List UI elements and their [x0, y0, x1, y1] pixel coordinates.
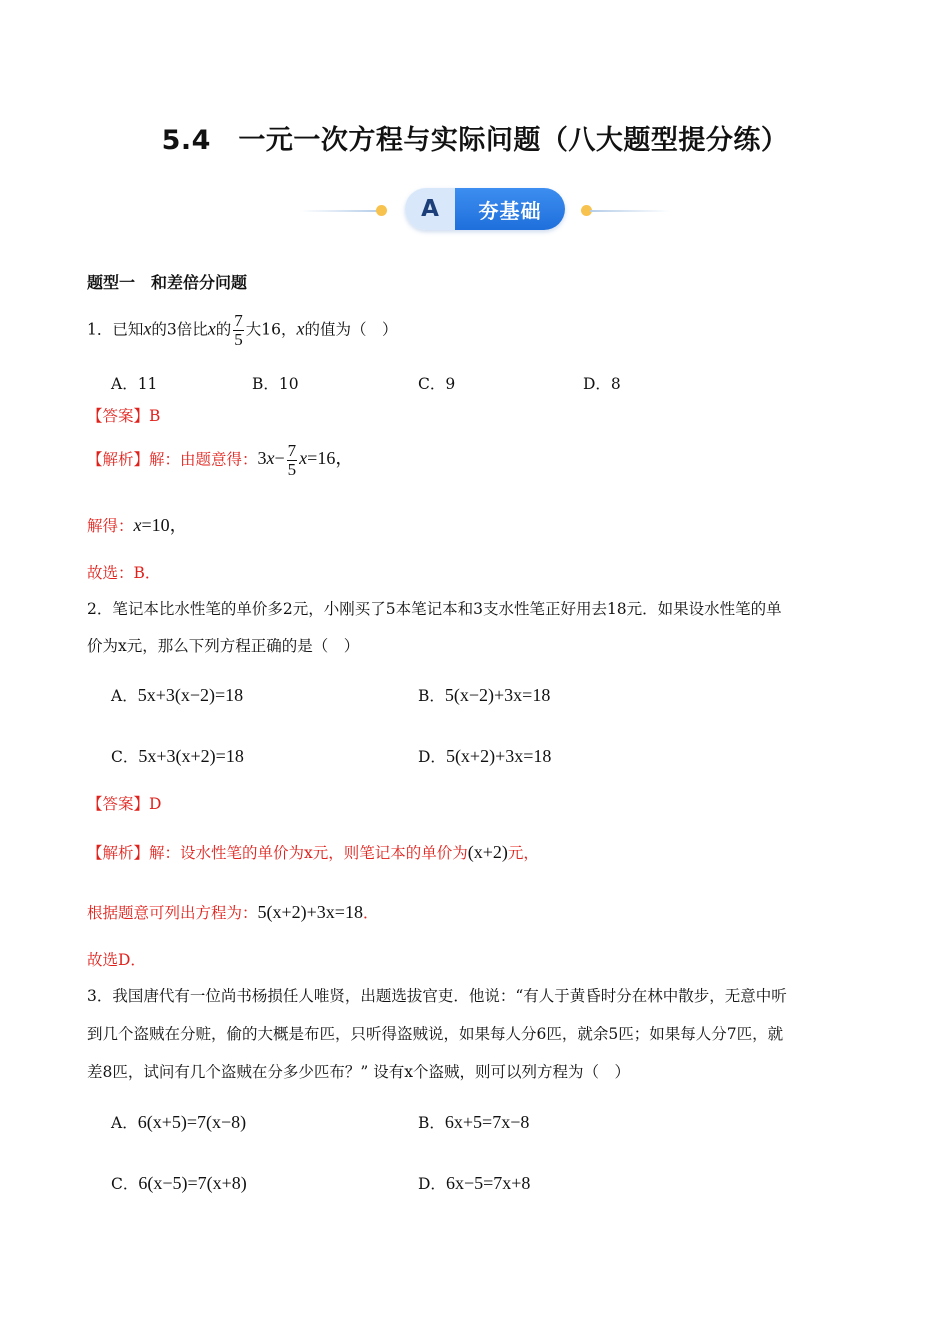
q1-text-d: 大16， — [245, 320, 297, 339]
q1-solve-eq: =10， — [141, 515, 188, 535]
q3-stem-line-1: 3．我国唐代有一位尚书杨损任人唯贤，出题选拔官吏．他说：“有人于黄昏时分在林中散步，无意中听 — [87, 987, 787, 1005]
q1-eq-var: x — [266, 448, 275, 469]
q1-option-d: D．8 — [583, 375, 621, 393]
q3-option-c: C．6(x−5)=7(x+8) — [111, 1173, 247, 1193]
section-heading: 题型一 和差倍分问题 — [87, 273, 248, 292]
q3-option-b: B．6x+5=7x−8 — [418, 1112, 530, 1132]
q1-eq-frac-den: 5 — [287, 459, 297, 479]
badge-letter: A — [405, 188, 455, 230]
q2-analysis-end: 元， — [507, 844, 539, 862]
question-1-stem — [87, 312, 398, 349]
q2-stem-line-2: 价为x元，那么下列方程正确的是（ ） — [87, 637, 360, 655]
q2-option-b: B．5(x−2)+3x=18 — [418, 685, 551, 705]
q2-analysis-text: 【解析】解：设水性笔的单价为x元，则笔记本的单价为 — [87, 844, 468, 862]
q1-var: x — [207, 318, 216, 339]
badge-text: 夯基础 — [455, 188, 565, 230]
level-badge — [405, 188, 565, 230]
q2-equation-label: 根据题意可列出方程为： — [87, 904, 258, 922]
q1-eq-frac-num: 7 — [287, 441, 297, 460]
q1-eq-rhs: =16， — [307, 448, 354, 469]
q1-solve-label: 解得： — [87, 517, 134, 535]
q2-analysis-expr: (x+2) — [467, 842, 508, 862]
q2-option-c: C．5x+3(x+2)=18 — [111, 746, 244, 766]
q1-option-a: A．11 — [111, 375, 158, 393]
q1-text-a: 1．已知 — [87, 320, 144, 339]
q1-eq-minus: − — [274, 448, 285, 469]
q1-option-b: B．10 — [252, 375, 299, 393]
q1-var: x — [296, 318, 305, 339]
q1-frac-den: 5 — [234, 329, 243, 349]
q1-fraction — [233, 312, 244, 349]
q3-stem-line-2: 到几个盗贼在分赃，偷的大概是布匹，只听得盗贼说，如果每人分6匹，就余5匹；如果每人分7匹，就 — [87, 1025, 784, 1043]
q1-option-c: C．9 — [418, 375, 456, 393]
q2-option-d: D．5(x+2)+3x=18 — [418, 746, 552, 766]
q3-option-a: A．6(x+5)=7(x−8) — [111, 1112, 247, 1132]
q2-conclusion: 故选D． — [87, 951, 146, 969]
q1-solve — [87, 515, 188, 537]
q1-frac-num: 7 — [234, 311, 243, 330]
q1-eq-coef: 3 — [257, 448, 267, 469]
q3-option-d: D．6x−5=7x+8 — [418, 1173, 531, 1193]
q1-analysis — [87, 442, 353, 479]
q1-text-e: 的值为（ ） — [304, 320, 398, 339]
q1-text-c: 的 — [215, 320, 232, 339]
q1-text-b: 的3倍比 — [151, 320, 208, 339]
section-badge-row — [0, 188, 950, 232]
q2-equation-end: ． — [362, 904, 379, 922]
q2-equation-expr: 5(x+2)+3x=18 — [257, 902, 363, 922]
q1-eq-var-2: x — [299, 448, 308, 469]
q2-answer: 【答案】D — [87, 795, 162, 813]
q2-option-a: A．5x+3(x−2)=18 — [111, 685, 244, 705]
badge-left-dot — [376, 205, 387, 216]
q2-equation — [87, 902, 378, 924]
q1-solve-var: x — [133, 515, 142, 535]
q3-stem-line-3: 差8匹，试问有几个盗贼在分多少匹布？” 设有x个盗贼，则可以列方程为（ ） — [87, 1063, 630, 1081]
badge-left-line — [300, 210, 380, 212]
q1-conclusion: 故选：B． — [87, 564, 161, 582]
q1-analysis-label: 【解析】解：由题意得： — [87, 450, 258, 469]
page-title: 5.4 一元一次方程与实际问题（八大题型提分练） — [161, 125, 789, 156]
q1-var: x — [143, 318, 152, 339]
q2-analysis — [87, 842, 539, 864]
q1-answer: 【答案】B — [87, 407, 161, 425]
badge-right-line — [590, 210, 670, 212]
q2-stem-line-1: 2．笔记本比水性笔的单价多2元，小刚买了5本笔记本和3支水性笔正好用去18元．如果设水性笔的单 — [87, 600, 782, 618]
